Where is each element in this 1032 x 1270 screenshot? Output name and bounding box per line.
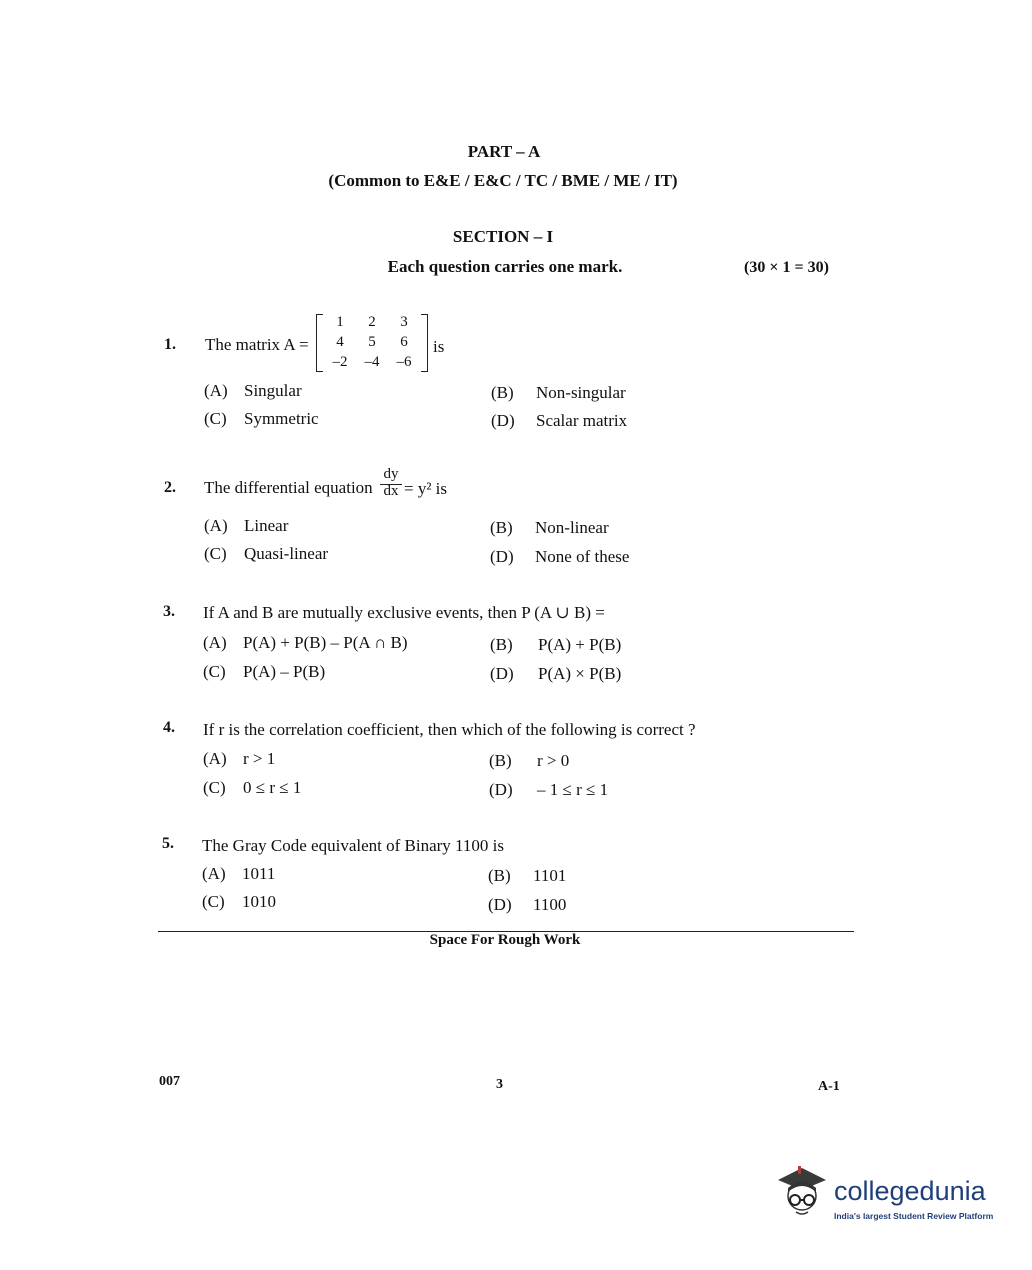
option-text: Symmetric bbox=[244, 409, 319, 428]
option-label: (B) bbox=[488, 866, 511, 885]
option-label: (A) bbox=[203, 749, 227, 768]
question-stem: If r is the correlation coefficient, then which of the following is correct ? bbox=[203, 720, 696, 739]
question-number: 4. bbox=[163, 719, 175, 736]
part-title: PART – A bbox=[467, 142, 541, 161]
option-a bbox=[202, 864, 275, 884]
option-b bbox=[490, 635, 621, 655]
matrix-cell: 4 bbox=[336, 334, 344, 350]
question-stem-suffix: is bbox=[433, 337, 445, 356]
option-b bbox=[491, 383, 626, 403]
matrix-cell: 2 bbox=[368, 314, 376, 330]
option-label: (C) bbox=[204, 409, 227, 428]
option-d bbox=[490, 664, 621, 684]
marks-scheme: (30 × 1 = 30) bbox=[744, 259, 829, 276]
option-b bbox=[489, 751, 569, 771]
option-text: r > 1 bbox=[243, 749, 276, 768]
option-label: (B) bbox=[490, 635, 513, 654]
option-label: (B) bbox=[489, 751, 512, 770]
option-a bbox=[203, 749, 275, 769]
question-stem: If A and B are mutually exclusive events, then P (A ∪ B) = bbox=[203, 603, 605, 622]
option-text: r > 0 bbox=[537, 751, 570, 770]
fraction-numerator: dy bbox=[383, 466, 399, 482]
option-text: Non-linear bbox=[535, 518, 609, 537]
matrix-cell: 1 bbox=[336, 314, 344, 330]
page-number: 3 bbox=[496, 1077, 503, 1092]
option-text: Scalar matrix bbox=[536, 411, 628, 430]
matrix-cell: –6 bbox=[396, 354, 412, 370]
question-stem: The Gray Code equivalent of Binary 1100 is bbox=[202, 836, 504, 855]
option-text: P(A) + P(B) bbox=[538, 635, 622, 654]
matrix-cell: –4 bbox=[364, 354, 380, 370]
option-a bbox=[204, 381, 302, 401]
option-a bbox=[204, 516, 288, 536]
option-a bbox=[203, 633, 408, 653]
fraction-denominator: dx bbox=[383, 483, 399, 499]
option-label: (A) bbox=[202, 864, 226, 883]
matrix-cell: –2 bbox=[332, 354, 348, 370]
option-text: P(A) + P(B) – P(A ∩ B) bbox=[243, 633, 408, 652]
option-text: 1011 bbox=[242, 864, 276, 883]
matrix-right-bracket bbox=[421, 314, 428, 372]
option-text: 0 ≤ r ≤ 1 bbox=[243, 778, 302, 797]
option-b bbox=[490, 518, 609, 538]
option-text: Quasi-linear bbox=[244, 544, 329, 563]
option-label: (D) bbox=[491, 411, 515, 430]
option-label: (B) bbox=[491, 383, 514, 402]
question-number: 1. bbox=[164, 336, 176, 353]
option-label: (A) bbox=[204, 381, 228, 400]
question-stem-suffix: = y² is bbox=[404, 479, 448, 498]
question-number: 3. bbox=[163, 603, 175, 620]
option-c bbox=[203, 662, 325, 682]
option-d bbox=[489, 780, 608, 800]
option-label: (A) bbox=[203, 633, 227, 652]
common-branches: (Common to E&E / E&C / TC / BME / ME / IT) bbox=[328, 171, 678, 190]
option-text: Linear bbox=[244, 516, 289, 535]
option-label: (C) bbox=[202, 892, 225, 911]
option-label: (D) bbox=[490, 664, 514, 683]
matrix-cell: 3 bbox=[400, 314, 408, 330]
option-text: 1100 bbox=[533, 895, 567, 914]
option-label: (D) bbox=[489, 780, 513, 799]
series-code: A-1 bbox=[818, 1079, 840, 1094]
question-number: 5. bbox=[162, 835, 174, 852]
option-c bbox=[204, 544, 328, 564]
rough-work-label: Space For Rough Work bbox=[429, 932, 581, 948]
option-c bbox=[202, 892, 276, 912]
option-d bbox=[491, 411, 627, 431]
question-stem: The differential equation bbox=[204, 478, 373, 497]
option-label: (D) bbox=[488, 895, 512, 914]
option-text: None of these bbox=[535, 547, 630, 566]
option-d bbox=[488, 895, 566, 915]
derivative-fraction bbox=[380, 466, 402, 500]
matrix-a bbox=[316, 314, 428, 372]
option-label: (B) bbox=[490, 518, 513, 537]
logo-tagline: India's largest Student Review Platform bbox=[834, 1211, 994, 1221]
option-label: (C) bbox=[203, 662, 226, 681]
option-label: (D) bbox=[490, 547, 514, 566]
section-title: SECTION – I bbox=[452, 227, 554, 246]
option-b bbox=[488, 866, 566, 886]
option-text: Non-singular bbox=[536, 383, 626, 402]
instruction: Each question carries one mark. bbox=[387, 257, 623, 276]
question-number: 2. bbox=[164, 479, 176, 496]
option-text: P(A) × P(B) bbox=[538, 664, 622, 683]
option-label: (C) bbox=[204, 544, 227, 563]
option-c bbox=[204, 409, 319, 429]
collegedunia-mascot-icon bbox=[772, 1162, 832, 1222]
matrix-left-bracket bbox=[316, 314, 323, 372]
option-text: P(A) – P(B) bbox=[243, 662, 326, 681]
option-text: – 1 ≤ r ≤ 1 bbox=[537, 780, 609, 799]
option-text: 1010 bbox=[242, 892, 276, 911]
option-label: (C) bbox=[203, 778, 226, 797]
option-c bbox=[203, 778, 301, 798]
option-label: (A) bbox=[204, 516, 228, 535]
option-text: 1101 bbox=[533, 866, 567, 885]
matrix-cell: 6 bbox=[400, 334, 408, 350]
option-text: Singular bbox=[244, 381, 302, 400]
matrix-cell: 5 bbox=[368, 334, 376, 350]
option-d bbox=[490, 547, 629, 567]
paper-code: 007 bbox=[159, 1074, 180, 1089]
collegedunia-wordmark: collegedunia bbox=[834, 1176, 986, 1206]
question-stem: The matrix A = bbox=[205, 335, 309, 354]
